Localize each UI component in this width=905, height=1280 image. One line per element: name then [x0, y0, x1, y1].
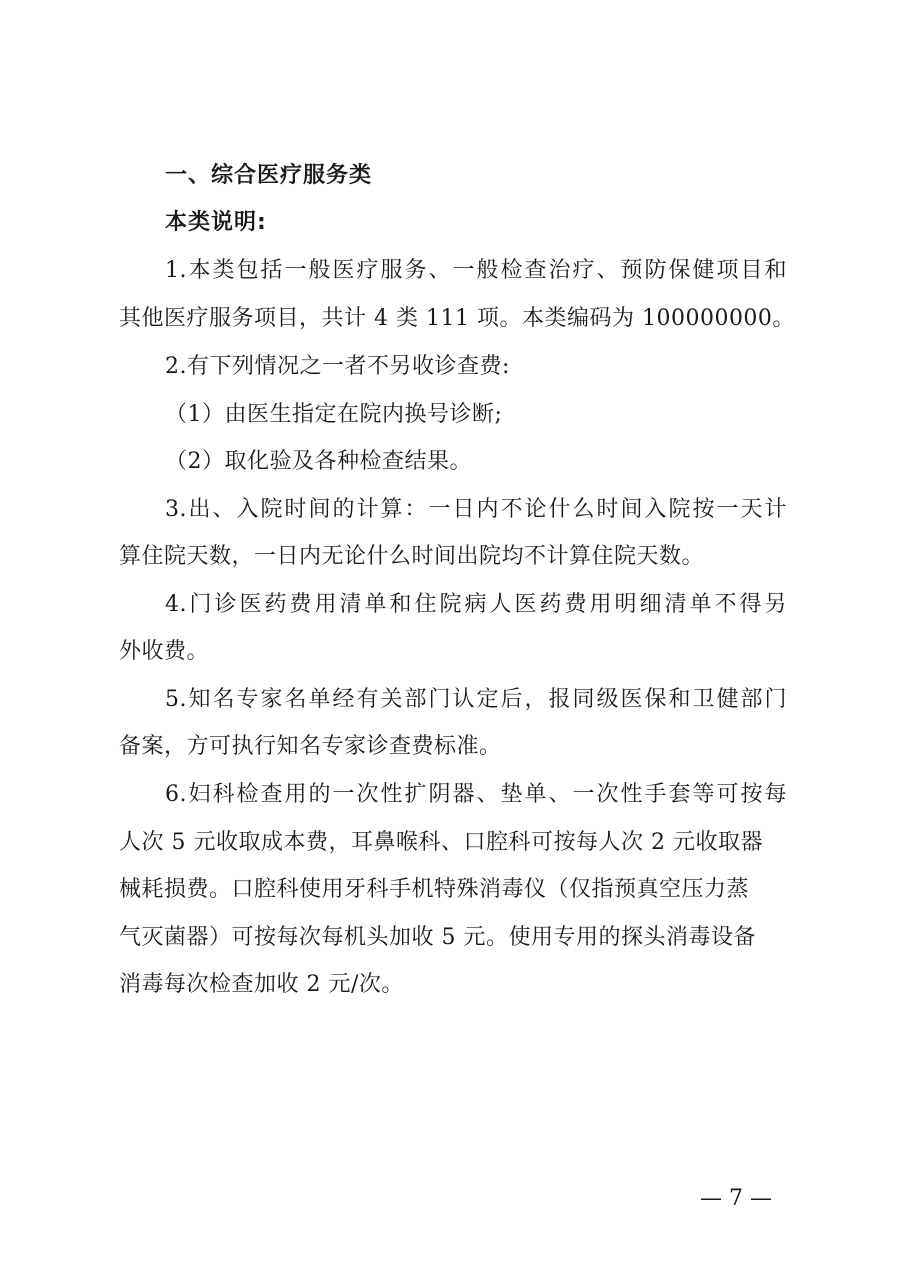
paragraph-line: 消毒每次检查加收 2 元/次。 [119, 972, 404, 997]
paragraph-line: 备案，方可执行知名专家诊查费标准。 [119, 734, 502, 759]
paragraph-line: 算住院天数，一日内无论什么时间出院均不计算住院天数。 [119, 544, 705, 569]
section-title: 一、综合医疗服务类 [165, 163, 373, 188]
paragraph-line: （2）取化验及各种检查结果。 [165, 449, 472, 474]
paragraph-line: 械耗损费。口腔科使用牙科手机特殊消毒仪（仅指预真空压力蒸 [119, 877, 750, 902]
paragraph-line: 3.出、入院时间的计算：一日内不论什么时间入院按一天计 [165, 497, 787, 522]
paragraph-line: （1）由医生指定在院内换号诊断; [165, 402, 503, 427]
paragraph-line: 5.知名专家名单经有关部门认定后，报同级医保和卫健部门 [165, 687, 787, 712]
paragraph-line: 1.本类包括一般医疗服务、一般检查治疗、预防保健项目和 [165, 258, 787, 283]
paragraph-line: 其他医疗服务项目，共计 4 类 111 项。本类编码为 100000000。 [119, 306, 795, 331]
paragraph-line: 气灭菌器）可按每次每机头加收 5 元。使用专用的探头消毒设备 [119, 925, 756, 950]
notes-heading: 本类说明: [165, 210, 267, 235]
paragraph-line: 6.妇科检查用的一次性扩阴器、垫单、一次性手套等可按每 [165, 782, 787, 807]
paragraph-line: 外收费。 [119, 639, 210, 664]
paragraph-line: 2.有下列情况之一者不另收诊查费: [165, 354, 510, 379]
page-number: — 7 — [700, 1186, 772, 1211]
paragraph-line: 4.门诊医药费用清单和住院病人医药费用明细清单不得另 [165, 592, 787, 617]
paragraph-line: 人次 5 元收取成本费，耳鼻喉科、口腔科可按每人次 2 元收取器 [119, 830, 763, 855]
